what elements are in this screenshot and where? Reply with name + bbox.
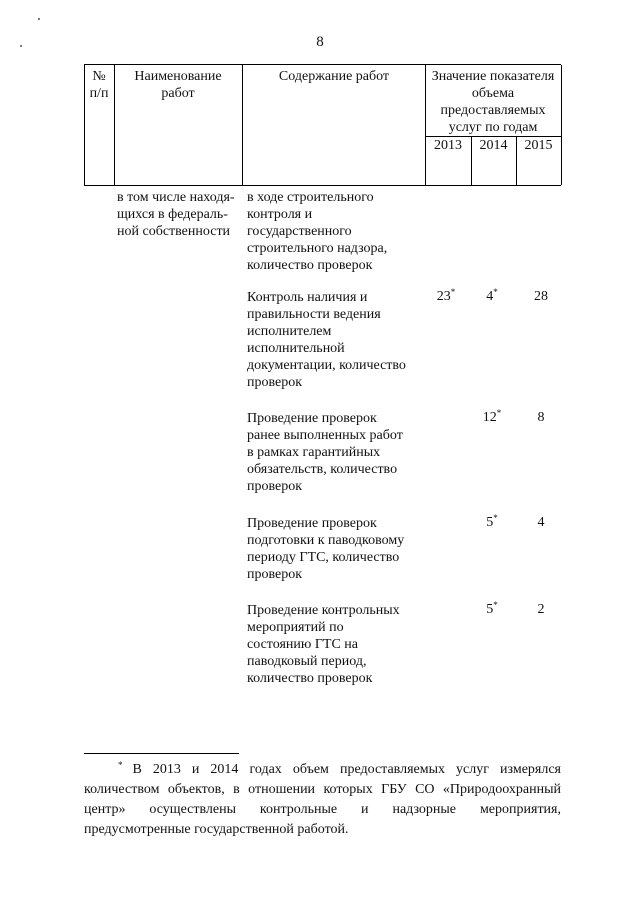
value-header-divider bbox=[425, 136, 561, 137]
footnote-mark: * bbox=[118, 760, 123, 770]
column-border bbox=[114, 65, 115, 185]
scan-speck bbox=[20, 45, 22, 47]
header-value: Значение показателя объема предоставляемых услуг по годам bbox=[431, 69, 555, 135]
column-border bbox=[425, 65, 426, 185]
row-4-value-2015: 2 bbox=[537, 602, 545, 617]
footnote-text: В 2013 и 2014 годах объем предоставляемых услуг измерялся количеством объектов, в отношении которых ГБУ СО «Природоохранный центр» осуществлены контрольные и надзорные мероприятия, предусмотренные государственной работой. bbox=[84, 762, 561, 837]
row-2-content: Проведение проверок ранее выполненных работ в рамках гарантийных обязательств, количество проверок bbox=[247, 411, 403, 494]
scan-speck bbox=[38, 18, 40, 20]
header-name: Наименование работ bbox=[134, 69, 222, 101]
header-year-2015: 2015 bbox=[524, 138, 553, 153]
row-3-content: Проведение проверок подготовки к паводковому периоду ГТС, количество проверок bbox=[247, 516, 405, 582]
header-num: № п/п bbox=[89, 69, 109, 101]
row-1-value-2013: 23* bbox=[436, 287, 456, 304]
row-3-value-2015: 4 bbox=[537, 515, 545, 530]
header-content: Содержание работ bbox=[278, 69, 390, 84]
row-0-name: в том числе находя- щихся в федераль- ной собственности bbox=[117, 190, 235, 239]
row-0-content: в ходе строительного контроля и государственного строительного надзора, количество проверок bbox=[247, 190, 388, 273]
page-number: 8 bbox=[316, 34, 324, 50]
footnote bbox=[84, 755, 561, 840]
column-border bbox=[561, 65, 562, 185]
row-4-content: Проведение контрольных мероприятий по состоянию ГТС на паводковый период, количество проверок bbox=[247, 603, 400, 686]
row-4-value-2014: 5* bbox=[486, 600, 498, 617]
column-border bbox=[242, 65, 243, 185]
row-1-value-2014: 4* bbox=[486, 287, 498, 304]
row-1-value-2015: 28 bbox=[534, 289, 548, 304]
row-2-value-2015: 8 bbox=[537, 410, 545, 425]
footnote-rule bbox=[84, 753, 239, 754]
row-3-value-2014: 5* bbox=[486, 513, 498, 530]
column-border bbox=[84, 65, 85, 185]
header-year-2013: 2013 bbox=[434, 138, 462, 153]
table-header bbox=[84, 64, 561, 186]
row-1-content: Контроль наличия и правильности ведения исполнителем исполнительной документации, количество проверок bbox=[247, 290, 406, 390]
row-2-value-2014: 12* bbox=[482, 408, 502, 425]
header-year-2014: 2014 bbox=[479, 138, 508, 153]
